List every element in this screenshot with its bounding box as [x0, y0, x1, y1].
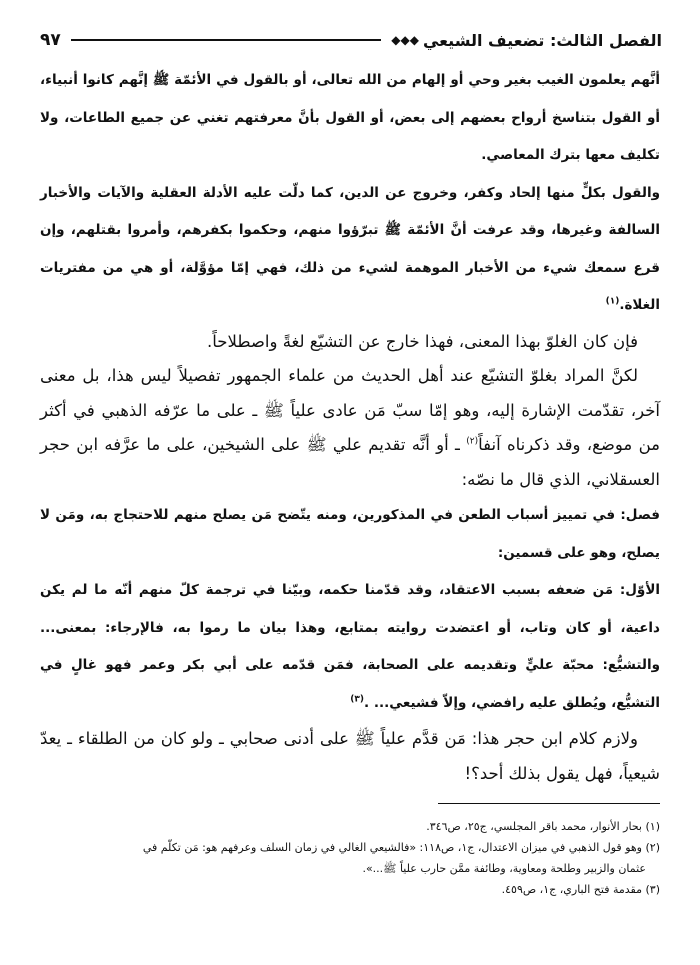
header-rule — [71, 39, 381, 41]
footnotes — [40, 816, 660, 900]
header-ornament: ◆◆◆ — [391, 33, 419, 47]
quote-paragraph-4: الأوّل: مَن ضعفه بسبب الاعتقاد، وقد قدّمنا حكمه، وبيّنا في ترجمة كلّ منهم أنّه ما لم يكن داعية، أو كان وتاب، أو اعتضدت روايته بمتابع، وهذا بيان ما رموا به، فالإرجاء: بمعنى... والتشيُّع: محبّة عليٍّ وتقديمه على الصحابة، فمَن قدّمه على أبي بكر وعمر فهو غالٍ في التشيُّع، ويُطلق عليه رافضي، وإلاّ فشيعي... .$^{(٣)}$ — [40, 582, 660, 711]
footnote-ref-2: (٢) — [466, 436, 479, 447]
footnote-ref-1: (١) — [605, 296, 620, 307]
page-body — [40, 62, 660, 791]
footnote-separator — [438, 803, 660, 804]
main-paragraph-2: لكنَّ المراد بغلوّ التشيّع عند أهل الحديث من علماء الجمهور تفصيلاً ليس هذا، بل معنى آخر، تقدّمت الإشارة إليه، وهو إمّا سبّ مَن عادى علياً ﷺ ـ على ما عرّفه الذهبي في أكثر من موضع، وقد ذكرناه آنفاً$^{(٢)}$ ـ أو أنَّه تقديم علي ﷺ على الشيخين، على ما عرَّفه ابن حجر العسقلاني، الذي قال ما نصّه: — [40, 366, 660, 489]
footnote-2-continued: عثمان والزبير وطلحة ومعاوية، وطائفة ممَّن حارب علياً ﷺ...». — [362, 862, 646, 875]
main-paragraph-3: ولازم كلام ابن حجر هذا: مَن قدَّم علياً ﷺ على أدنى صحابي ـ ولو كان من الطلقاء ـ يعدّ شيعياً، فهل يقول بذلك أحد؟! — [40, 729, 660, 783]
quote-paragraph-2: والقول بكلٍّ منها إلحاد وكفر، وخروج عن الدين، كما دلّت عليه الأدلة العقلية والآيات والأخبار السالفة وغيرها، وقد عرفت أنَّ الأئمّة ﷺ تبرّؤوا منهم، وحكموا بكفرهم، وأمروا بقتلهم، وإن قرع سمعك شيء من الأخبار الموهمة لشيء من ذلك، فهي إمّا مؤوَّلة، أو هي من مفتريات الغلاة.$^{(١)}$ — [40, 184, 660, 313]
running-header — [40, 25, 662, 55]
footnote-2: (٢) وهو قول الذهبي في ميزان الاعتدال، ج١، ص١١٨: «فالشيعي الغالي في زمان السلف وعرفهم هو: مَن تكلّم في — [142, 841, 660, 854]
footnote-1: (١) بحار الأنوار، محمد باقر المجلسي، ج٢٥، ص٣٤٦. — [426, 820, 660, 833]
footnote-3: (٣) مقدمة فتح الباري، ج١، ص٤٥٩. — [501, 883, 660, 896]
quote-paragraph-3: فصل: في تمييز أسباب الطعن في المذكورين، ومنه يتّضح مَن يصلح منهم للاحتجاج به، ومَن لا يصلح، وهو على قسمين: — [40, 507, 660, 561]
main-paragraph-1: فإن كان الغلوّ بهذا المعنى، فهذا خارج عن التشيّع لغةً واصطلاحاً. — [207, 331, 638, 351]
quote-label: الأوّل: — [619, 582, 660, 598]
page-number: ٩٧ — [40, 30, 61, 50]
quote-paragraph-1: أنَّهم يعلمون الغيب بغير وحي أو إلهام من الله تعالى، أو بالقول في الأئمّة ﷺ إنَّهم كانوا أنبياء، أو القول بتناسخ أرواح بعضهم إلى بعض، أو القول بأنَّ معرفتهم تغني عن جميع الطاعات، ولا تكليف معها بترك المعاصي. — [40, 72, 660, 163]
footnote-ref-3: (٣) — [350, 694, 364, 704]
chapter-title: الفصل الثالث: تضعيف الشيعي — [422, 30, 662, 50]
